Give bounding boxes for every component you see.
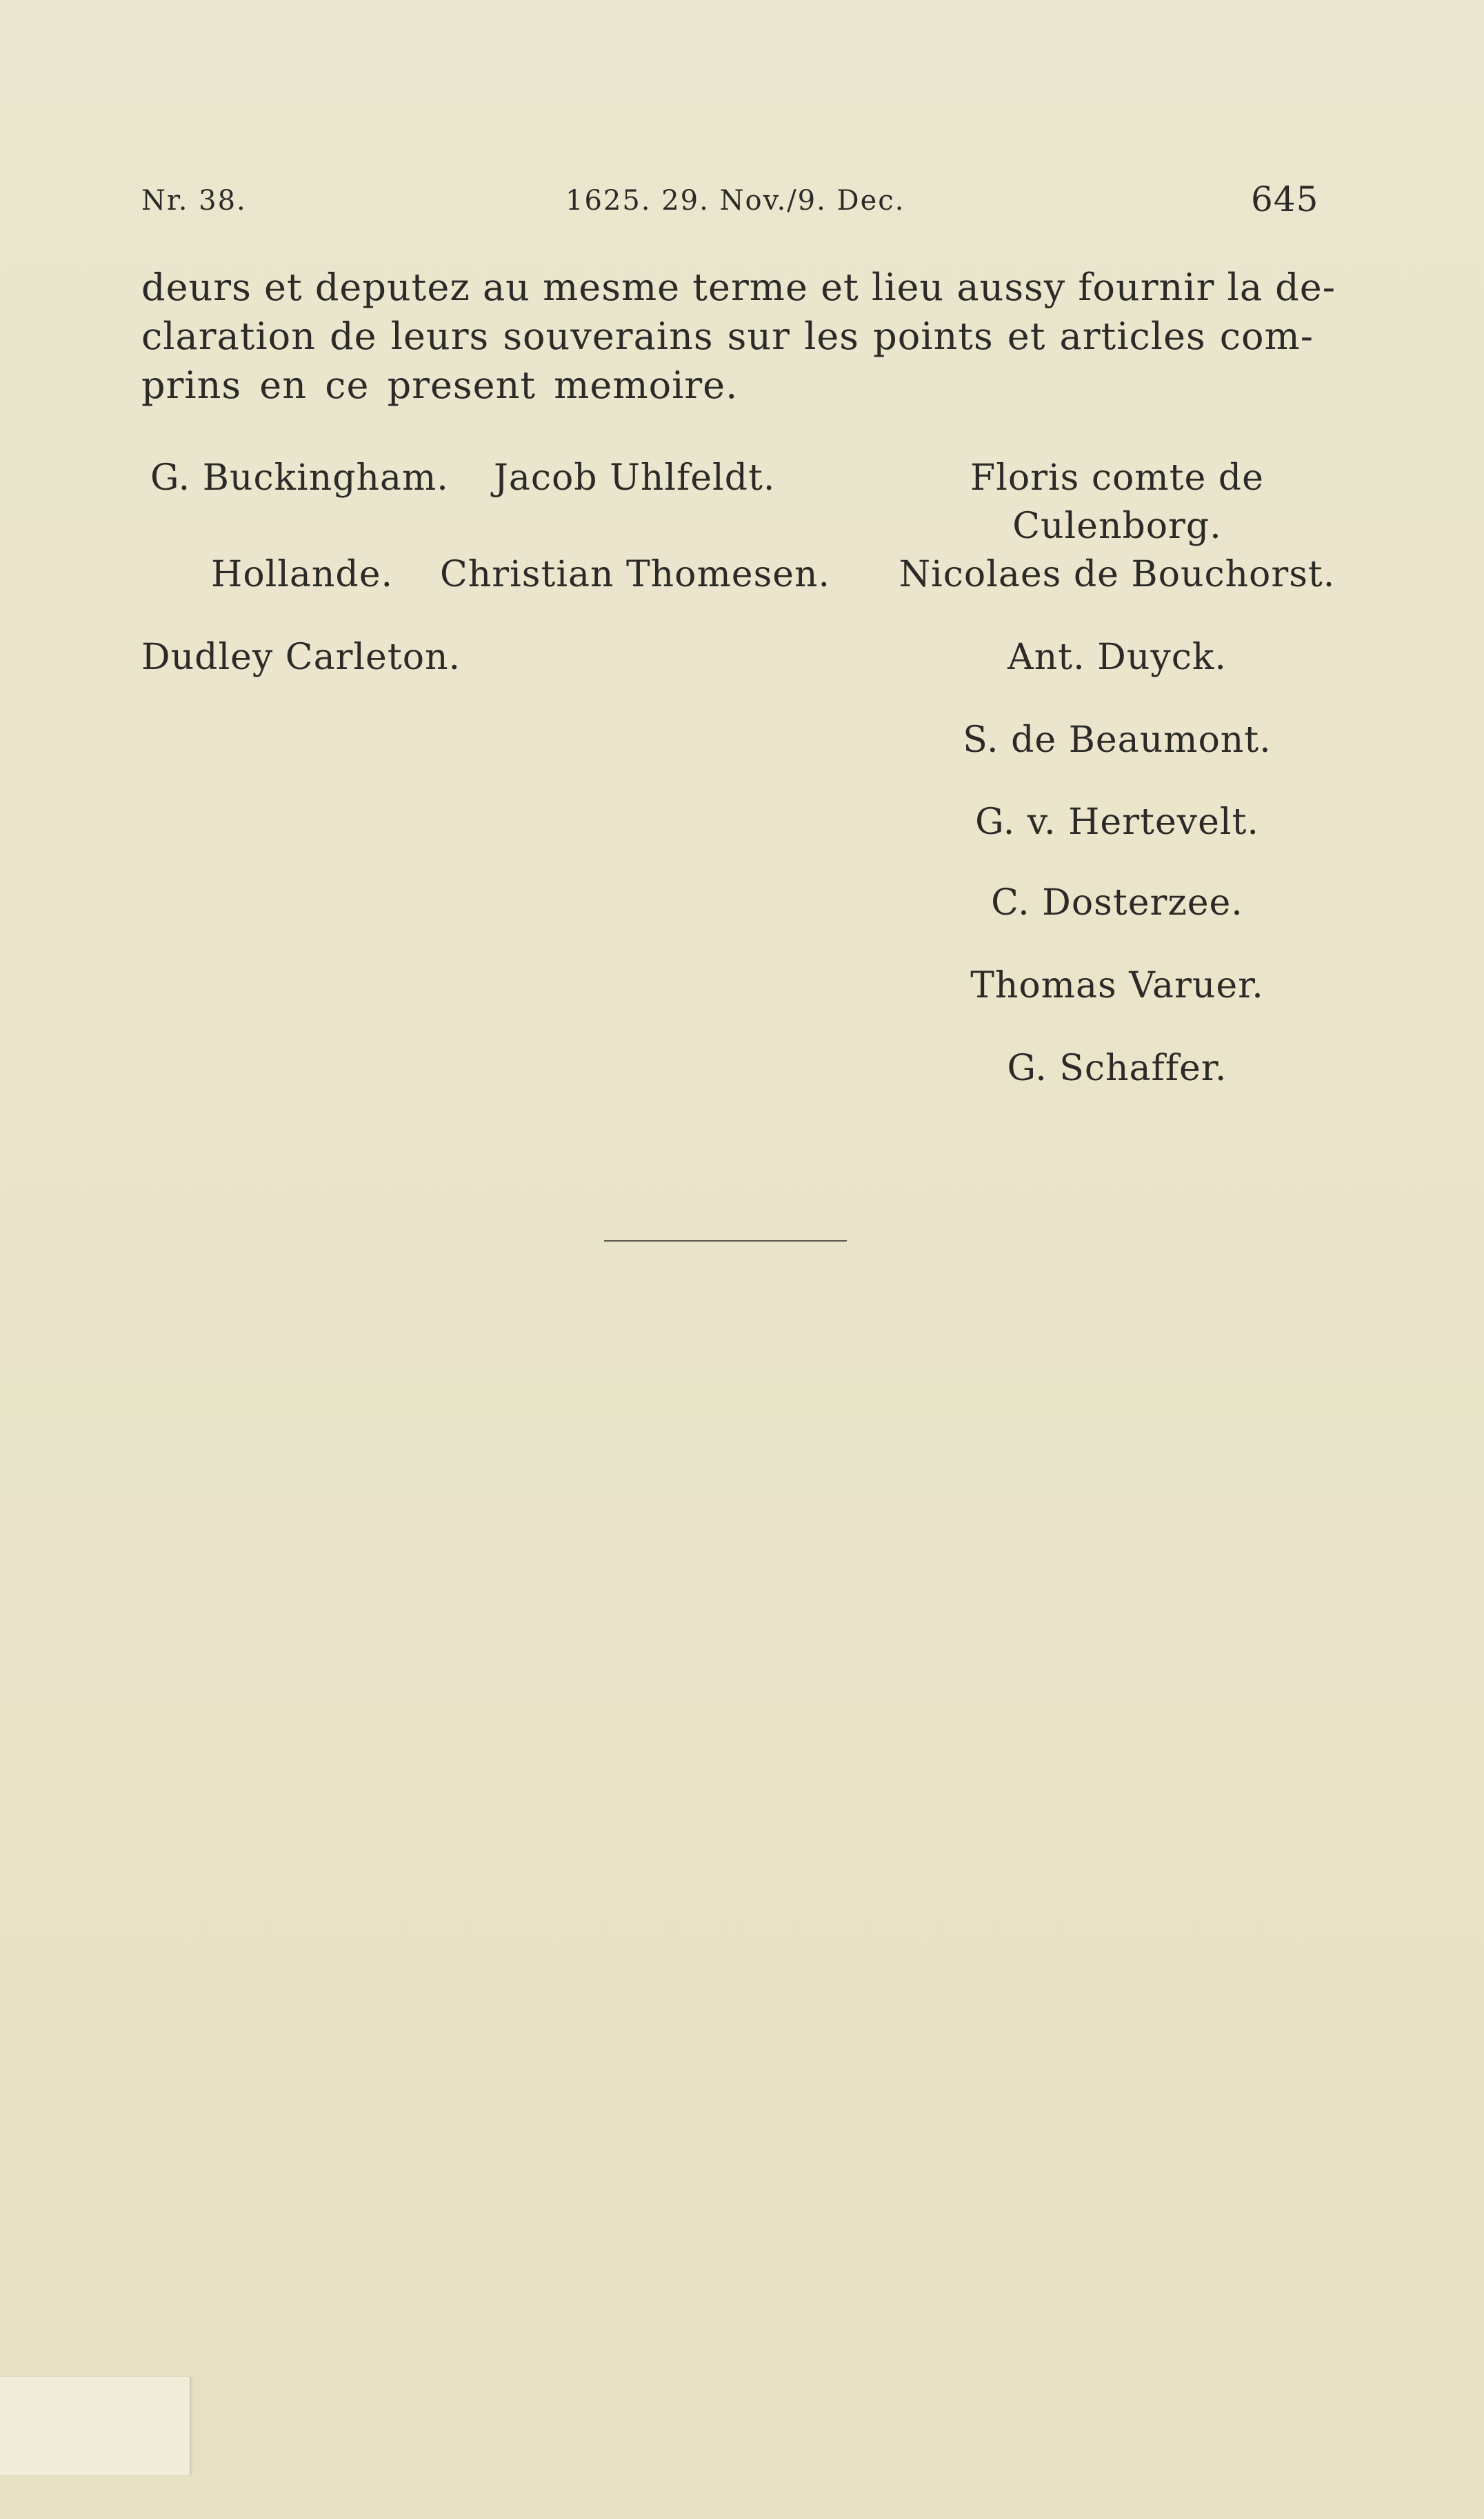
closing-rule <box>604 1240 847 1242</box>
page-number: 645 <box>1251 179 1319 219</box>
signature-beaumont: S. de Beaumont. <box>963 719 1272 761</box>
body-text-line: deurs et deputez au mesme terme et lieu aussy fournir la de- <box>141 266 1336 309</box>
document-number: Nr. 38. <box>141 185 247 217</box>
document-date: 1625. 29. Nov./9. Dec. <box>565 185 905 217</box>
paper-tab <box>0 2377 191 2475</box>
signature-hertevelt: G. v. Hertevelt. <box>975 802 1259 843</box>
signature-thomesen: Christian Thomesen. <box>440 554 831 595</box>
signature-uhlfeldt: Jacob Uhlfeldt. <box>494 457 776 499</box>
signature-schaffer: G. Schaffer. <box>1007 1048 1227 1089</box>
signature-carleton: Dudley Carleton. <box>141 637 461 678</box>
signature-varuer: Thomas Varuer. <box>970 965 1264 1006</box>
body-text-line: claration de leurs souverains sur les points et articles com- <box>141 315 1314 358</box>
signature-buckingham: G. Buckingham. <box>150 457 449 499</box>
signature-hollande: Hollande. <box>211 554 393 595</box>
signature-culenborg-line1: Floris comte de <box>970 457 1264 499</box>
signature-duyck: Ant. Duyck. <box>1007 637 1227 678</box>
signature-bouchorst: Nicolaes de Bouchorst. <box>899 554 1336 595</box>
body-text-line: prins en ce present memoire. <box>141 364 739 407</box>
signature-dosterzee: C. Dosterzee. <box>991 882 1243 924</box>
signature-culenborg-line2: Culenborg. <box>1012 506 1222 547</box>
